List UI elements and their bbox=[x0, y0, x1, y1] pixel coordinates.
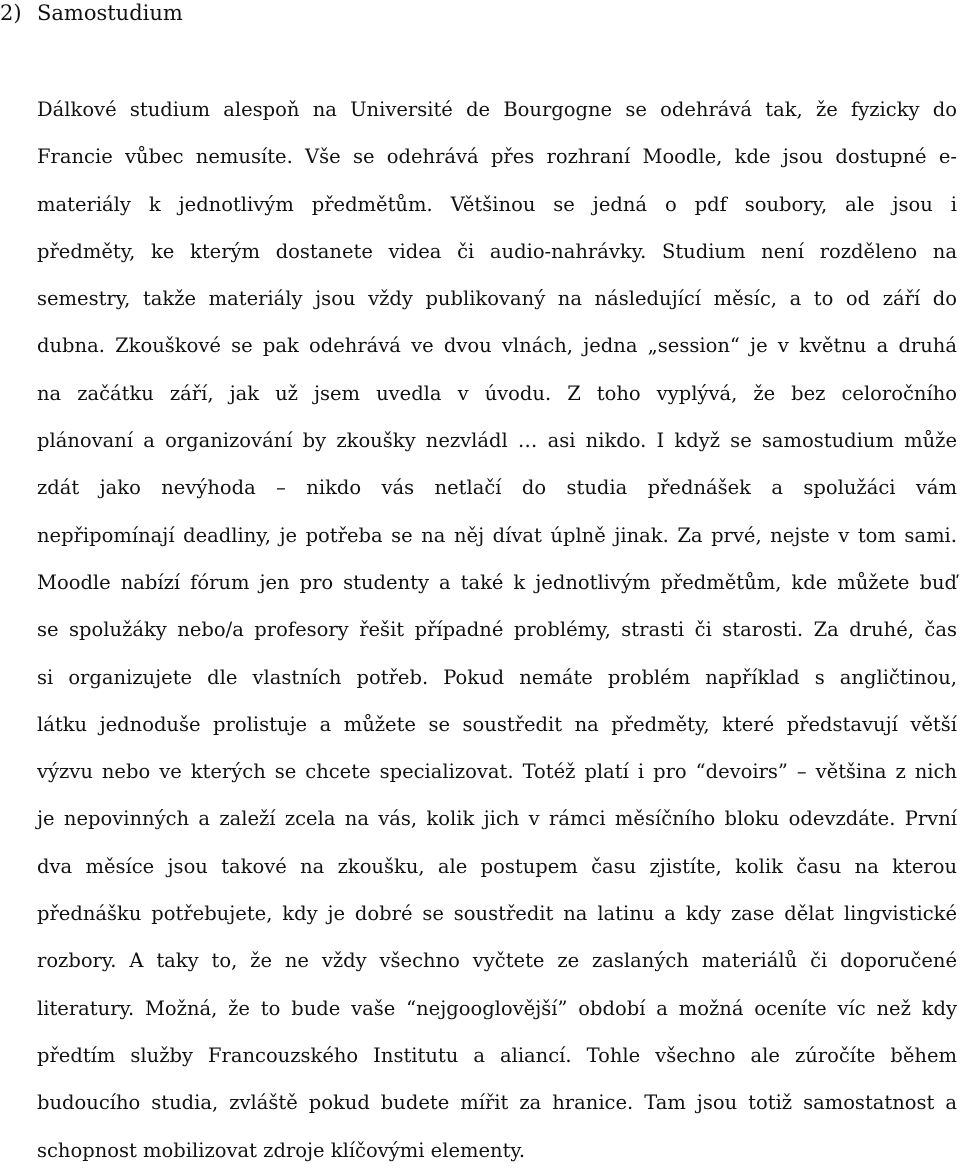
section-heading bbox=[0, 0, 183, 26]
paragraph-line: materiály k jednotlivým předmětům. Většinou se jedná o pdf soubory, ale jsou i bbox=[37, 192, 957, 216]
paragraph-line: přednášku potřebujete, kdy je dobré se soustředit na latinu a kdy zase dělat lingvistické bbox=[37, 902, 957, 926]
paragraph-line: se spolužáky nebo/a profesory řešit případné problémy, strasti či starosti. Za druhé, čas bbox=[37, 618, 957, 642]
paragraph-line: předtím služby Francouzského Institutu a aliancí. Tohle všechno ale zúročíte během bbox=[37, 1043, 957, 1067]
paragraph-line: schopnost mobilizovat zdroje klíčovými elementy. bbox=[37, 1138, 526, 1162]
paragraph-line: budoucího studia, zvláště pokud budete mířit za hranice. Tam jsou totiž samostatnost a bbox=[37, 1091, 957, 1115]
paragraph-line: výzvu nebo ve kterých se chcete specializovat. Totéž platí i pro “devoirs” – většina z nich bbox=[37, 760, 957, 784]
paragraph-line: je nepovinných a zaleží zcela na vás, kolik jich v rámci měsíčního bloku odevzdáte. První bbox=[37, 807, 957, 831]
paragraph-line: látku jednoduše prolistuje a můžete se soustředit na předměty, které představují větší bbox=[37, 712, 957, 736]
body-paragraph bbox=[37, 86, 957, 1174]
paragraph-line: dva měsíce jsou takové na zkoušku, ale postupem času zjistíte, kolik času na kterou bbox=[37, 854, 957, 878]
paragraph-line: na začátku září, jak už jsem uvedla v úvodu. Z toho vyplývá, že bez celoročního bbox=[37, 381, 957, 405]
section-number: 2) bbox=[0, 1, 22, 25]
paragraph-line: plánovaní a organizování by zkoušky nezvládl … asi nikdo. I když se samostudium může bbox=[37, 429, 957, 453]
paragraph-line: předměty, ke kterým dostanete videa či audio-nahrávky. Studium není rozděleno na bbox=[37, 239, 957, 263]
paragraph-line: dubna. Zkouškové se pak odehrává ve dvou vlnách, jedna „session“ je v květnu a druhá bbox=[37, 334, 957, 358]
paragraph-line: nepřipomínají deadliny, je potřeba se na něj dívat úplně jinak. Za prvé, nejste v tom sami. bbox=[37, 523, 957, 547]
paragraph-line: semestry, takže materiály jsou vždy publikovaný na následující měsíc, a to od září do bbox=[37, 287, 957, 311]
paragraph-line: literatury. Možná, že to bude vaše “nejgooglovější” období a možná oceníte víc než kdy bbox=[37, 996, 957, 1020]
paragraph-line: Dálkové studium alespoň na Université de Bourgogne se odehrává tak, že fyzicky do bbox=[37, 98, 957, 121]
section-title: Samostudium bbox=[37, 1, 183, 25]
paragraph-line: zdát jako nevýhoda – nikdo vás netlačí do studia přednášek a spolužáci vám bbox=[37, 476, 957, 500]
paragraph-line: Francie vůbec nemusíte. Vše se odehrává přes rozhraní Moodle, kde jsou dostupné e- bbox=[37, 145, 957, 169]
paragraph-line: rozbory. A taky to, že ne vždy všechno vyčtete ze zaslaných materiálů či doporučené bbox=[37, 949, 957, 973]
paragraph-line: si organizujete dle vlastních potřeb. Pokud nemáte problém například s angličtinou, bbox=[37, 665, 957, 689]
paragraph-line: Moodle nabízí fórum jen pro studenty a také k jednotlivým předmětům, kde můžete buď bbox=[37, 570, 957, 594]
